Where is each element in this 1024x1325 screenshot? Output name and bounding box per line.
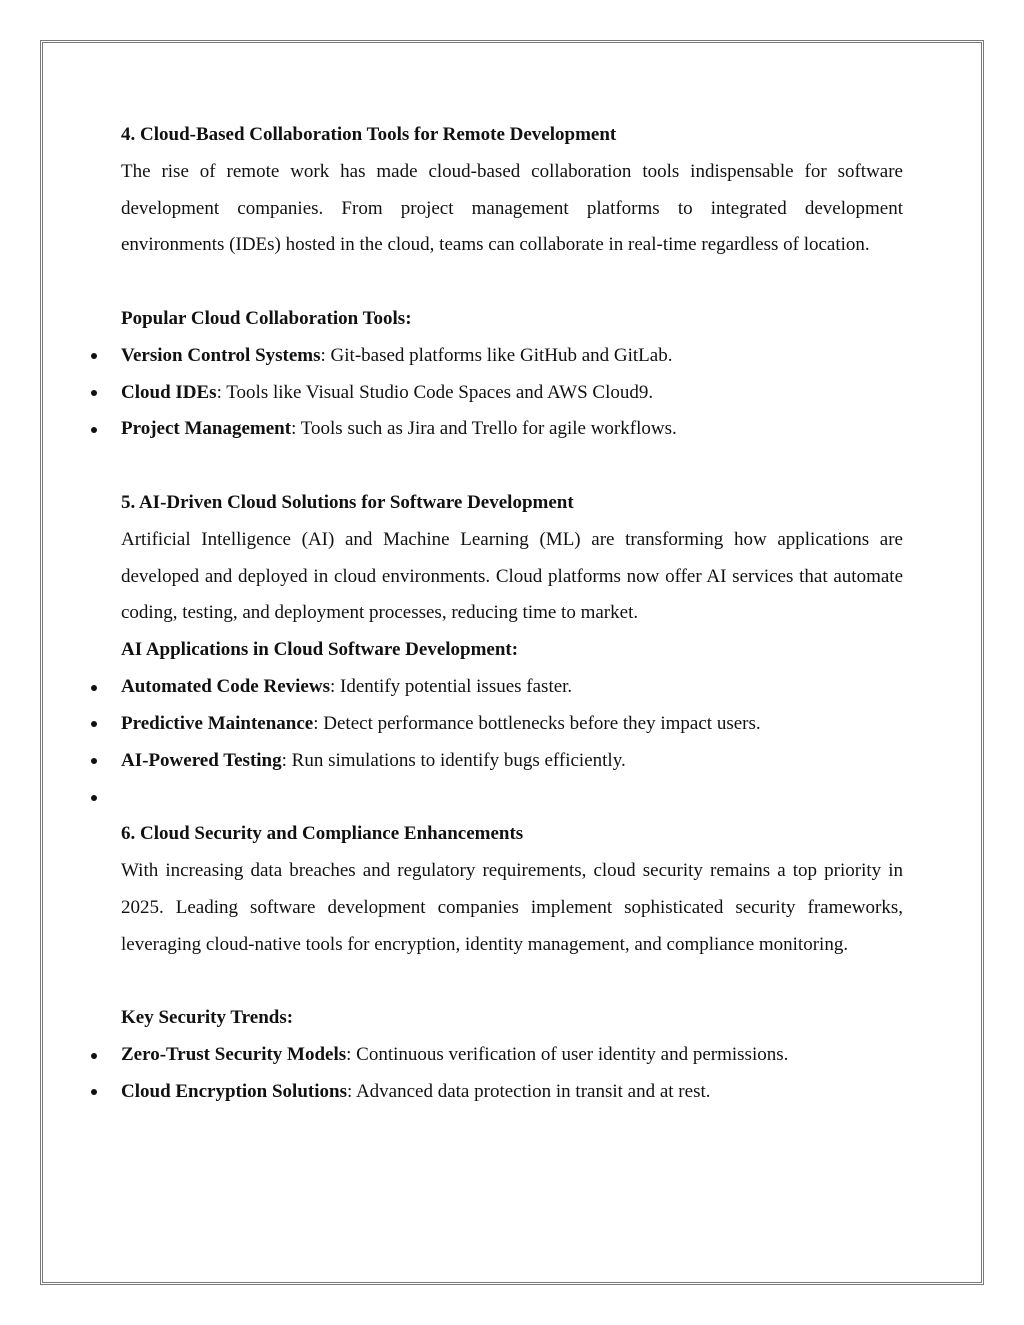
list-item <box>121 375 903 412</box>
bullet-icon <box>89 411 99 448</box>
bullet-icon <box>89 375 99 412</box>
bullet-icon <box>89 743 99 780</box>
spacer <box>121 264 903 301</box>
list-item <box>121 743 903 780</box>
list-item-desc: : Run simulations to identify bugs efficiently. <box>281 749 626 771</box>
document-content <box>121 117 903 1111</box>
list-item-term: Version Control Systems <box>121 344 321 366</box>
section-4-list-title: Popular Cloud Collaboration Tools: <box>121 307 412 329</box>
list-item-term: Predictive Maintenance <box>121 712 314 734</box>
list-item-desc: : Continuous verification of user identity and permissions. <box>346 1043 789 1065</box>
bullet-icon <box>89 706 99 743</box>
section-6-list-title: Key Security Trends: <box>121 1007 294 1029</box>
section-5-list-title: AI Applications in Cloud Software Development: <box>121 639 519 661</box>
list-item-desc: : Tools such as Jira and Trello for agile workflows. <box>291 418 677 440</box>
list-item-term: Project Management <box>121 418 292 440</box>
list-item <box>121 338 903 375</box>
list-item-empty <box>121 779 903 816</box>
bullet-icon <box>89 338 99 375</box>
list-item-desc: : Git-based platforms like GitHub and GitLab. <box>320 344 673 366</box>
bullet-icon <box>89 779 99 816</box>
bullet-icon <box>89 1074 99 1111</box>
spacer <box>121 448 903 485</box>
section-4-paragraph: The rise of remote work has made cloud-based collaboration tools indispensable for software development companies. From project management platforms to integrated development environments (IDEs) hosted in the cloud, teams can collaborate in real-time regardless of location. <box>121 160 903 256</box>
section-5-list <box>121 669 903 816</box>
list-item <box>121 411 903 448</box>
section-6-paragraph: With increasing data breaches and regulatory requirements, cloud security remains a top priority in 2025. Leading software development companies implement sophisticated security frameworks, leveraging cloud-native tools for encryption, identity management, and compliance monitoring. <box>121 859 903 955</box>
list-item <box>121 1037 903 1074</box>
list-item-desc: : Identify potential issues faster. <box>329 675 573 697</box>
bullet-icon <box>89 669 99 706</box>
section-6-heading: 6. Cloud Security and Compliance Enhancements <box>121 823 524 845</box>
list-item <box>121 706 903 743</box>
section-4-heading: 4. Cloud-Based Collaboration Tools for Remote Development <box>121 124 617 145</box>
bullet-icon <box>89 1037 99 1074</box>
list-item-desc: : Advanced data protection in transit and at rest. <box>346 1080 711 1102</box>
spacer <box>121 963 903 1000</box>
list-item <box>121 1074 903 1111</box>
list-item-term: AI-Powered Testing <box>121 749 282 771</box>
list-item-term: Zero-Trust Security Models <box>121 1043 347 1065</box>
list-item <box>121 669 903 706</box>
section-4-list <box>121 338 903 448</box>
section-6-list <box>121 1037 903 1111</box>
list-item-desc: : Detect performance bottlenecks before they impact users. <box>313 712 761 734</box>
section-5-heading: 5. AI-Driven Cloud Solutions for Software Development <box>121 491 574 513</box>
list-item-term: Automated Code Reviews <box>121 675 330 697</box>
list-item-desc: : Tools like Visual Studio Code Spaces and AWS Cloud9. <box>216 381 654 403</box>
section-5-paragraph: Artificial Intelligence (AI) and Machine Learning (ML) are transforming how applications are developed and deployed in cloud environments. Cloud platforms now offer AI services that automate coding, testing, and deployment processes, reducing time to market. <box>121 528 903 624</box>
list-item-term: Cloud IDEs <box>121 381 217 403</box>
list-item-term: Cloud Encryption Solutions <box>121 1080 347 1102</box>
